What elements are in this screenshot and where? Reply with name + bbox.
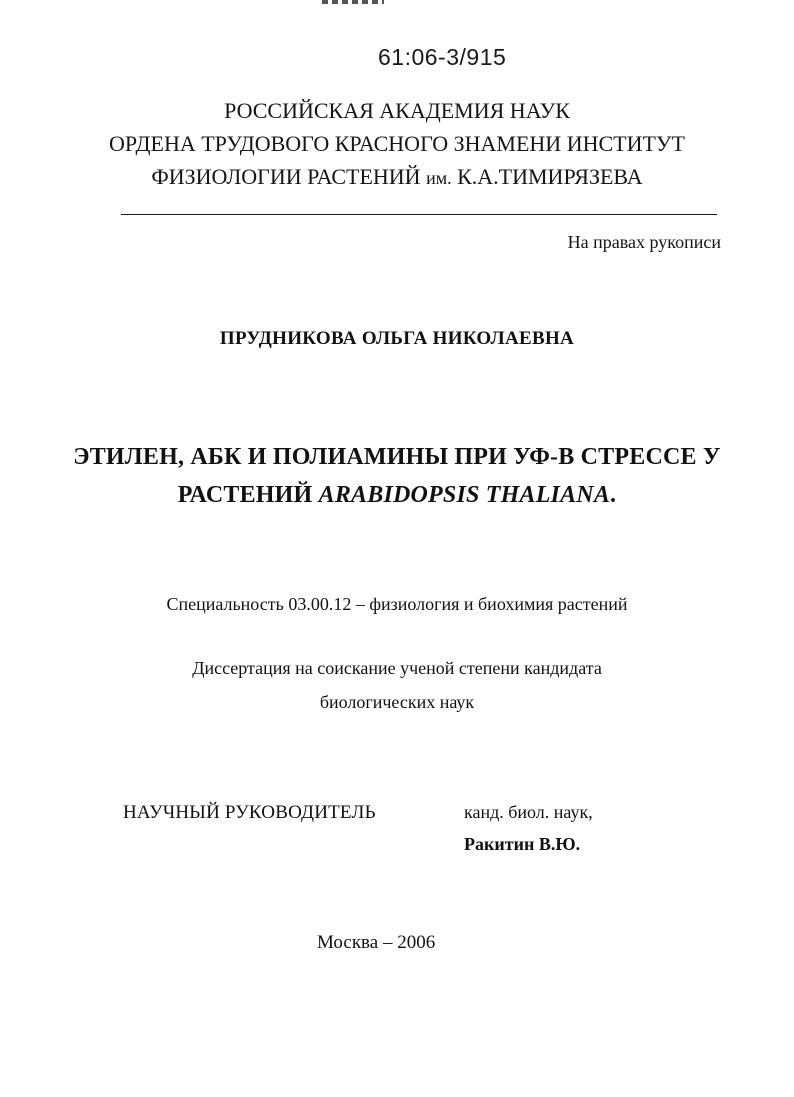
thesis-title-suffix: .: [610, 482, 617, 508]
organization-line-3: [0, 160, 794, 195]
dissertation-line-2: биологических наук: [319, 692, 475, 712]
scan-top-marks: [322, 0, 384, 4]
organization-line-3-small: им.: [426, 168, 452, 188]
place-and-year: Москва – 2006: [317, 932, 436, 953]
supervisor-name: Ракитин В.Ю.: [464, 834, 581, 854]
organization-line-3-main: ФИЗИОЛОГИИ РАСТЕНИЙ: [151, 164, 421, 189]
thesis-title-line-2: [0, 482, 794, 509]
organization-line-1: РОССИЙСКАЯ АКАДЕМИЯ НАУК: [224, 98, 570, 123]
thesis-title-prefix: РАСТЕНИЙ: [177, 482, 313, 508]
thesis-title-species: ARABIDOPSIS THALIANA: [318, 482, 611, 508]
organization-line-3-end: К.А.ТИМИРЯЗЕВА: [457, 164, 643, 189]
author-name: ПРУДНИКОВА ОЛЬГА НИКОЛАЕВНА: [219, 328, 575, 349]
supervisor-label: НАУЧНЫЙ РУКОВОДИТЕЛЬ: [123, 802, 376, 823]
organization-line-2: ОРДЕНА ТРУДОВОГО КРАСНОГО ЗНАМЕНИ ИНСТИТУТ: [109, 131, 685, 156]
specialty-line: Специальность 03.00.12 – физиология и биохимия растений: [166, 594, 628, 614]
horizontal-divider: [121, 214, 717, 215]
dissertation-line-1: Диссертация на соискание ученой степени кандидата: [192, 658, 602, 678]
thesis-title-line-1: ЭТИЛЕН, АБК И ПОЛИАМИНЫ ПРИ УФ-В СТРЕССЕ У: [73, 444, 721, 470]
supervisor-degree: канд. биол. наук,: [464, 802, 593, 822]
manuscript-rights-note: На правах рукописи: [567, 232, 721, 252]
archive-number: 61:06-3/915: [378, 44, 507, 70]
